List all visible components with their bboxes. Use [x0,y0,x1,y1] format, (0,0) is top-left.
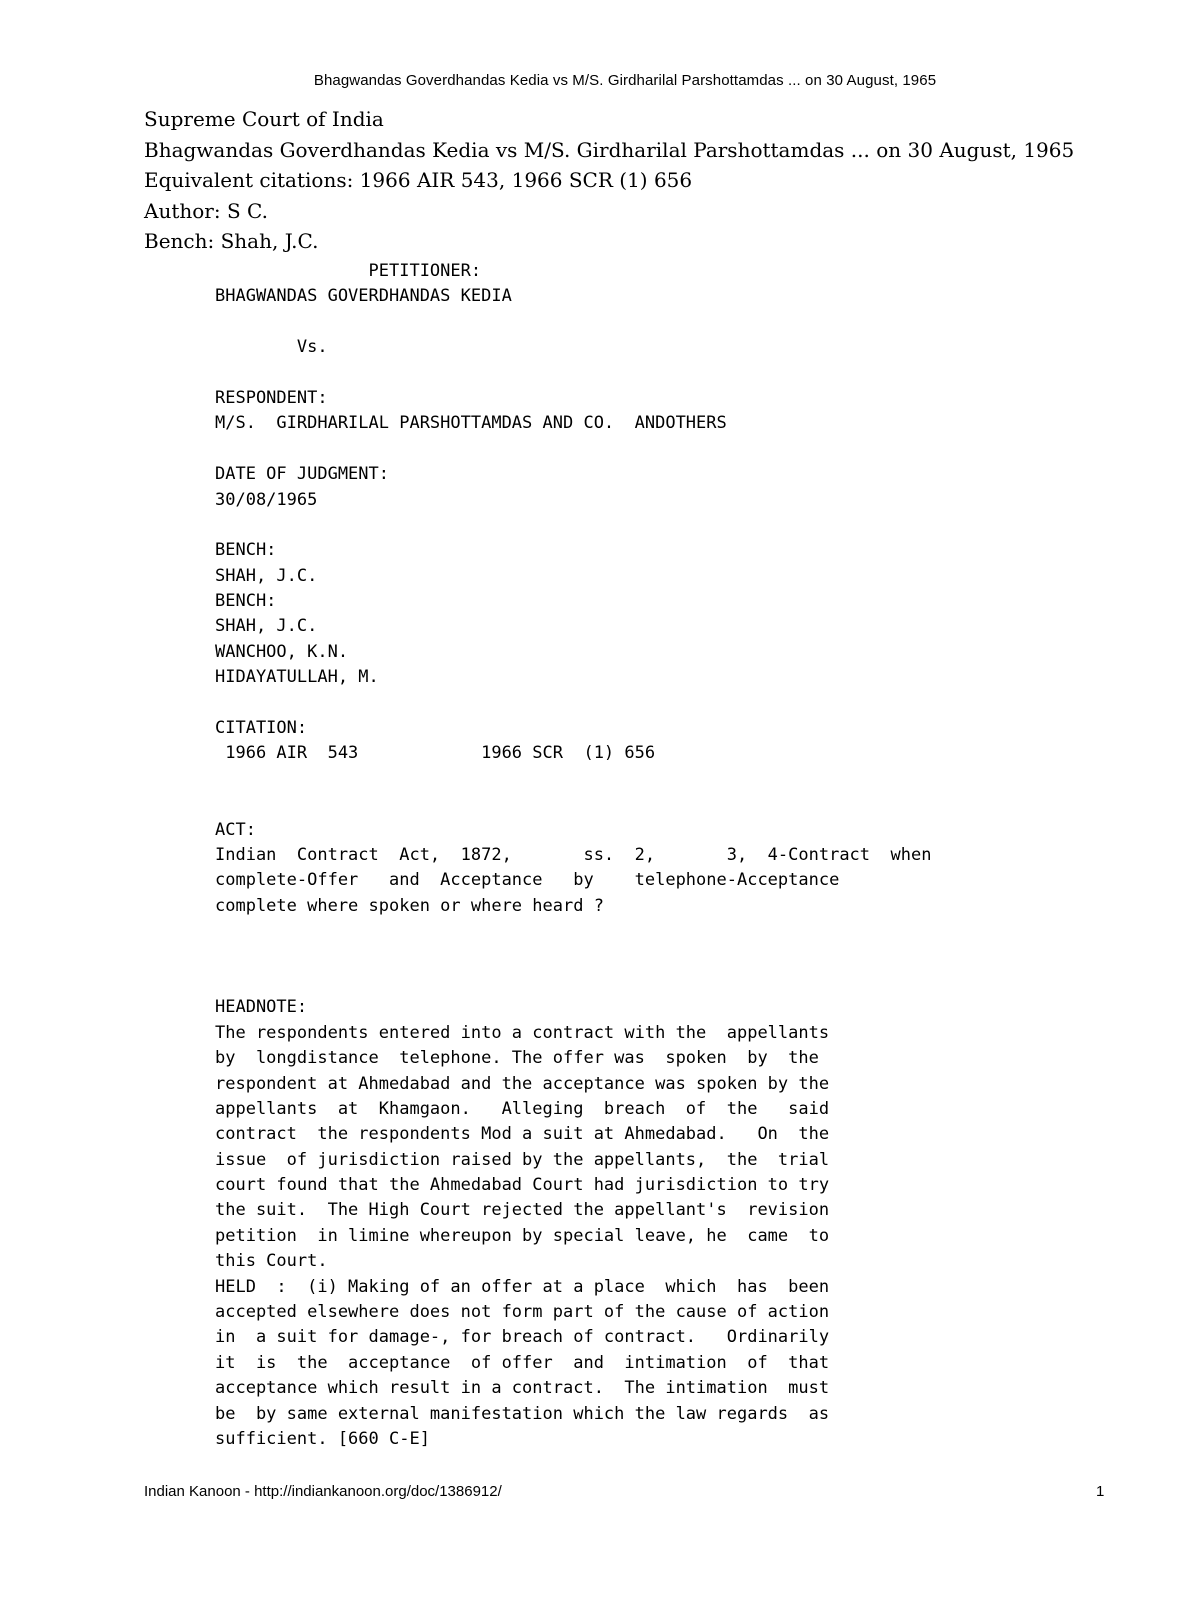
body-line: the suit. The High Court rejected the appellant's revision [215,1200,830,1221]
body-line [215,919,931,944]
body-line [215,513,931,538]
judgment-body [215,259,931,1452]
body-line: SHAH, J.C. [215,616,318,637]
body-line: respondent at Ahmedabad and the acceptance was spoken by the [215,1073,830,1094]
bench-line: Bench: Shah, J.C. [144,229,319,253]
body-line: The respondents entered into a contract with the appellants [215,1022,830,1043]
body-line: Vs. [215,337,328,358]
body-line: WANCHOO, K.N. [215,641,349,662]
body-line [215,945,931,970]
body-line: accepted elsewhere does not form part of the cause of action [215,1302,830,1323]
body-line: SHAH, J.C. [215,565,318,586]
footer-source-link[interactable]: Indian Kanoon - http://indiankanoon.org/doc/1386912/ [144,1483,502,1500]
body-line: sufficient. [660 C-E] [215,1428,430,1449]
body-line: DATE OF JUDGMENT: [215,464,389,485]
body-line: complete where spoken or where heard ? [215,895,604,916]
court-name: Supreme Court of India [144,107,384,131]
body-line: HEADNOTE: [215,997,308,1018]
document-title-block [144,104,1074,257]
body-line: in a suit for damage-, for breach of contract. Ordinarily [215,1327,830,1348]
body-line: RESPONDENT: [215,387,328,408]
body-line: HIDAYATULLAH, M. [215,667,379,688]
body-line [215,767,931,792]
equivalent-citations: Equivalent citations: 1966 AIR 543, 1966 SCR (1) 656 [144,168,693,192]
body-line: HELD : (i) Making of an offer at a place which has been [215,1276,830,1297]
body-line: complete-Offer and Acceptance by telephone-Acceptance [215,870,840,891]
body-line: Indian Contract Act, 1872, ss. 2, 3, 4-Contract when [215,844,932,865]
body-line: 1966 AIR 543 1966 SCR (1) 656 [215,743,656,764]
body-line: BHAGWANDAS GOVERDHANDAS KEDIA [215,286,512,307]
body-line [215,970,931,995]
body-line: petition in limine whereupon by special leave, he came to [215,1225,830,1246]
body-line: by longdistance telephone. The offer was spoken by the [215,1048,819,1069]
body-line: PETITIONER: [215,261,482,281]
author-line: Author: S C. [144,198,268,223]
body-line: M/S. GIRDHARILAL PARSHOTTAMDAS AND CO. ANDOTHERS [215,413,727,434]
body-line: it is the acceptance of offer and intimation of that [215,1352,830,1373]
body-line: BENCH: [215,591,277,612]
body-line: contract the respondents Mod a suit at Ahmedabad. On the [215,1124,830,1145]
body-line: ACT: [215,819,256,840]
running-header-title: Bhagwandas Goverdhandas Kedia vs M/S. Girdharilal Parshottamdas ... on 30 August, 1965 [313,72,937,89]
body-line: issue of jurisdiction raised by the appellants, the trial [215,1149,830,1170]
body-line: court found that the Ahmedabad Court had jurisdiction to try [215,1175,830,1196]
body-line: acceptance which result in a contract. The intimation must [215,1378,830,1399]
body-line [215,691,931,716]
body-line: this Court. [215,1251,328,1272]
page-number: 1 [1096,1483,1105,1500]
body-line: BENCH: [215,540,277,561]
body-line [215,437,931,462]
body-line: appellants at Khamgaon. Alleging breach of the said [215,1098,830,1119]
body-line [215,310,931,335]
body-line [215,792,931,817]
body-line: 30/08/1965 [215,489,318,510]
body-line: CITATION: [215,718,308,739]
body-line: be by same external manifestation which the law regards as [215,1403,830,1424]
body-line [215,361,931,386]
case-title: Bhagwandas Goverdhandas Kedia vs M/S. Girdharilal Parshottamdas ... on 30 August, 1965 [144,137,1075,162]
